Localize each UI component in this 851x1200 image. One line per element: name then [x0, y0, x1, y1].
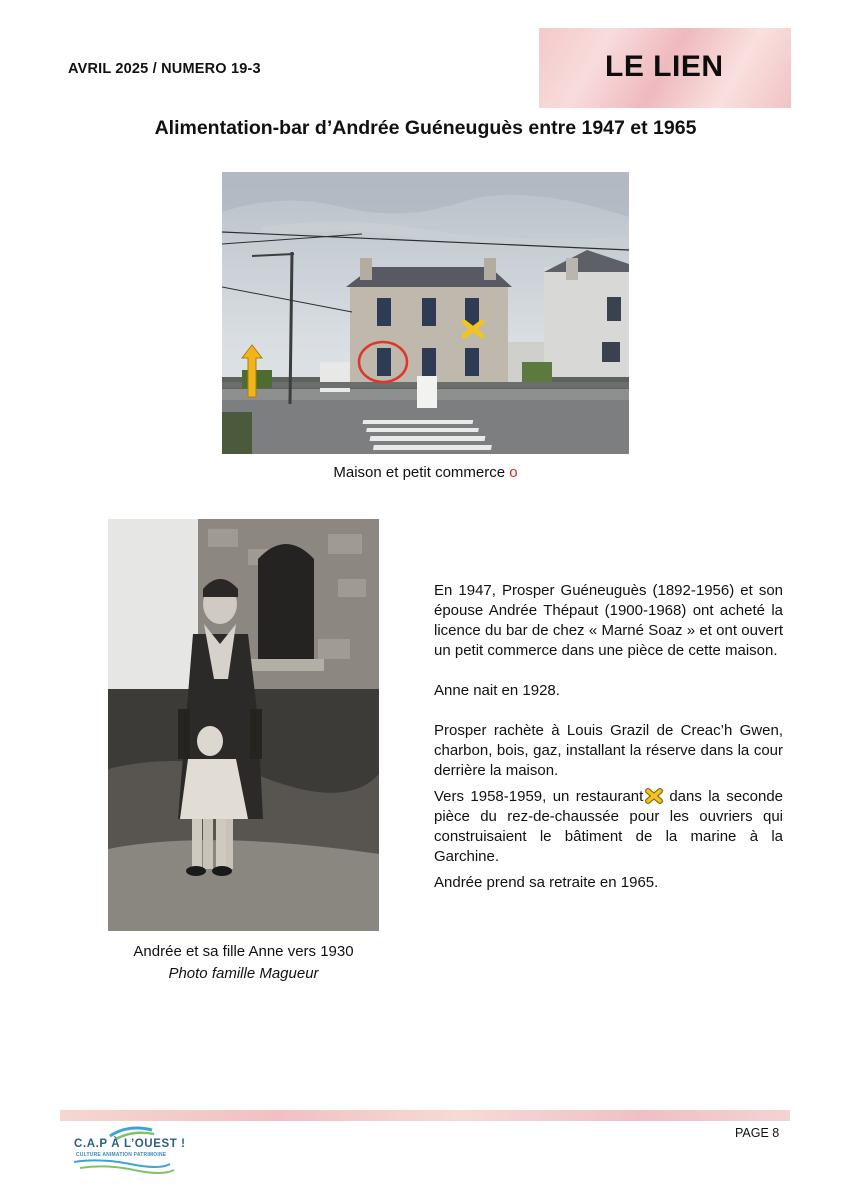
logo-wave-icon [70, 1124, 180, 1176]
family-photo-illustration [108, 519, 379, 931]
issue-date: AVRIL 2025 / NUMERO 19-3 [68, 61, 261, 77]
body-paragraph-4-start: Vers 1958-1959, un restaurant [434, 788, 644, 805]
body-paragraph-3: Prosper rachète à Louis Grazil de Creac’h Gwen, charbon, bois, gaz, installant la réserve dans la cour derrière la maison. [434, 722, 783, 779]
footer-decorative-band [60, 1110, 790, 1121]
family-photo-caption-text: Andrée et sa fille Anne vers 1930 [133, 943, 354, 960]
body-paragraph-5: Andrée prend sa retraite en 1965. [434, 874, 659, 891]
article-body [434, 581, 783, 893]
body-paragraph-2: Anne nait en 1928. [434, 682, 560, 699]
family-photo [108, 519, 379, 931]
newsletter-brand-title: LE LIEN [605, 50, 724, 83]
family-photo-credit: Photo famille Magueur [168, 965, 319, 982]
caption-red-circle-marker: o [509, 464, 518, 481]
yellow-x-icon [645, 788, 663, 804]
logo-text: C.A.P À L’OUEST ! [74, 1138, 186, 1150]
article-title: Alimentation-bar d’Andrée Guéneuguès entre 1947 et 1965 [154, 117, 697, 139]
family-photo-caption [108, 941, 379, 985]
body-paragraph-4-end: dans la seconde pièce du rez-de-chaussée pour les ouvriers qui construisaient le bâtiment de la marine à la Garchine. [434, 788, 784, 865]
body-paragraph-1: En 1947, Prosper Guéneuguès (1892-1956) et son épouse Andrée Thépaut (1900-1968) ont acheté la licence du bar de chez « Marné Soaz » et ont ouvert un petit commerce dans une pièce de cette maison. [434, 582, 783, 659]
house-photo [222, 172, 629, 454]
house-photo-caption [222, 464, 629, 481]
page-number: PAGE 8 [735, 1126, 780, 1140]
cap-a-louest-logo [70, 1124, 186, 1176]
body-paragraph-4 [434, 787, 783, 867]
house-illustration [222, 172, 629, 454]
newsletter-brand-banner [539, 28, 791, 108]
house-photo-caption-text: Maison et petit commerce [333, 464, 506, 481]
logo-subtitle: CULTURE ANIMATION PATRIMOINE [76, 1152, 167, 1158]
